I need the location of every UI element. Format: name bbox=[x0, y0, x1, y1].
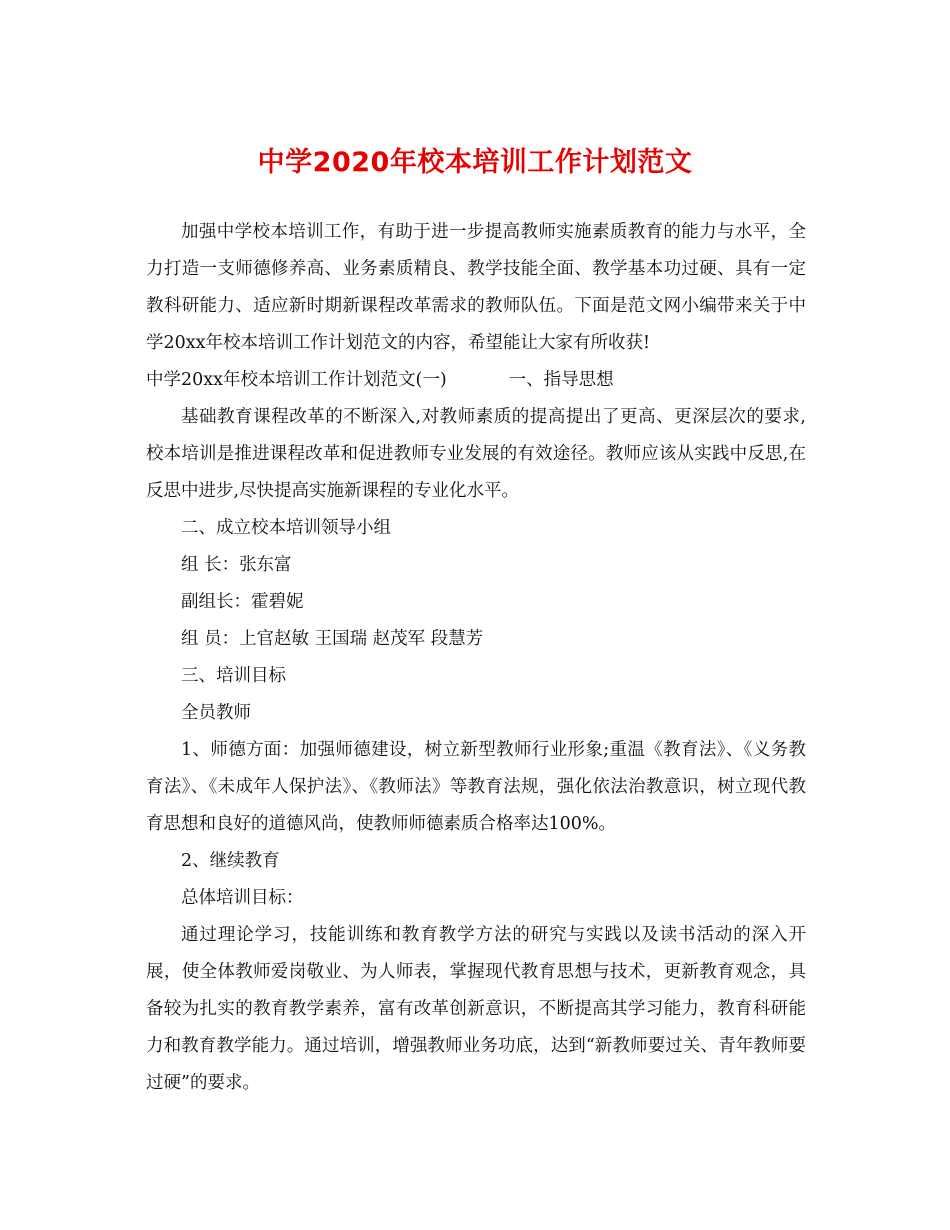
members-line: 组 员：上官赵敏 王国瑞 赵茂军 段慧芳 bbox=[181, 629, 484, 649]
section2-heading: 二、成立校本培训领导小组 bbox=[181, 518, 391, 538]
section1-heading: 一、指导思想 bbox=[508, 370, 614, 390]
document-body bbox=[146, 214, 806, 1102]
document-title: 中学2020年校本培训工作计划范文 bbox=[257, 147, 693, 178]
subtitle-line bbox=[146, 362, 806, 399]
item2-line: 2、继续教育 bbox=[181, 851, 280, 871]
all-teachers-line: 全员教师 bbox=[181, 703, 251, 723]
subtitle: 中学20xx年校本培训工作计划范文(一) bbox=[146, 370, 447, 390]
overall-goal-paragraph: 通过理论学习，技能训练和教育教学方法的研究与实践以及读书活动的深入开展，使全体教师爱岗敬业、为人师表，掌握现代教育思想与技术，更新教育观念，具备较为扎实的教育教学素养，富有改革创新意识，不断提高其学习能力，教育科研能力和教育教学能力。通过培训，增强教师业务功底，达到“新教师要过关、青年教师要过硬”的要求。 bbox=[146, 925, 806, 1093]
section3-heading: 三、培训目标 bbox=[181, 666, 286, 686]
leader-line: 组 长：张东富 bbox=[181, 555, 292, 575]
deputy-line: 副组长：霍碧妮 bbox=[181, 592, 304, 612]
intro-paragraph: 加强中学校本培训工作，有助于进一步提高教师实施素质教育的能力与水平，全力打造一支师德修养高、业务素质精良、教学技能全面、教学基本功过硬、具有一定教科研能力、适应新时期新课程改革需求的教师队伍。下面是范文网小编带来关于中学20xx年校本培训工作计划范文的内容，希望能让大家有所收获! bbox=[146, 222, 806, 353]
section1-paragraph: 基础教育课程改革的不断深入,对教师素质的提高提出了更高、更深层次的要求, 校本培训是推进课程改革和促进教师专业发展的有效途径。教师应该从实践中反思,在反思中进步,尽快提高实施新课程的专业化水平。 bbox=[146, 407, 806, 501]
item1-paragraph: 1、师德方面：加强师德建设，树立新型教师行业形象;重温《教育法》、《义务教育法》、《未成年人保护法》、《教师法》等教育法规，强化依法治教意识，树立现代教育思想和良好的道德风尚，使教师师德素质合格率达100%。 bbox=[146, 740, 806, 834]
overall-goal-label: 总体培训目标： bbox=[181, 888, 304, 908]
